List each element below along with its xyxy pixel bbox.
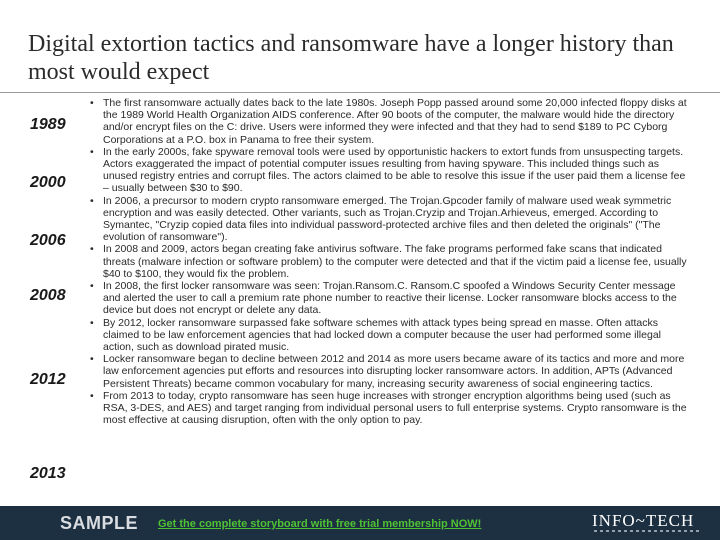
year-label-2012: 2012	[30, 371, 66, 388]
bullet-2013-crypto-ransomware: • From 2013 to today, crypto ransomware has seen huge increases with stronger encryption algorithms being used (such as RSA, 3-DES, and AES) and target ranging from individual personal users to full enterprise systems. Crypto ransomware is the most effective at causing disruption, often with the only option to pay.	[88, 390, 693, 427]
free-trial-link[interactable]: Get the complete storyboard with free trial membership NOW!	[158, 518, 482, 530]
info-tech-logo	[592, 511, 707, 537]
title-divider	[0, 92, 720, 93]
footer-bar	[0, 506, 720, 540]
logo-subtitle-line	[594, 530, 702, 532]
year-label-1989: 1989	[30, 116, 66, 133]
year-label-2008: 2008	[30, 287, 66, 304]
history-bullet-list	[88, 97, 693, 426]
bullet-2000-fake-spyware: • In the early 2000s, fake spyware removal tools were used by opportunistic hackers to extort funds from unsuspecting targets. Actors exaggerated the impact of potential computer issues resulting from having spyware. This included things such as unused registry entries and corrupt files. The actors claimed to be able to resolve this issue if the user paid them a license fee – usually between $30 to $90.	[88, 146, 693, 195]
year-label-2013: 2013	[30, 465, 66, 482]
sample-label: SAMPLE	[60, 513, 139, 533]
year-label-2000: 2000	[30, 174, 66, 191]
bullet-2006-gpcoder: • In 2006, a precursor to modern crypto ransomware emerged. The Trojan.Gpcoder family of malware used weak symmetric encryption and was easily detected. Other variants, such as Trojan.Cryzip and Trojan.Arhieveus, emerged. According to Symantec, "Cryzip copied data files into individual password-protected archive files and then deleted the originals" ("The evolution of ransomware").	[88, 195, 693, 244]
year-label-2006: 2006	[30, 232, 66, 249]
bullet-1989-origin: • The first ransomware actually dates back to the late 1980s. Joseph Popp passed around some 20,000 infected floppy disks at the 1989 World Health Organization AIDS conference. After 90 boots of the computer, the malware would hide the directory and/or encrypt files on the C: drive. Users were informed they were infected and that they had to send $189 to PC Cyborg Corporations at a P.O. box in Panama to free their system.	[88, 97, 693, 146]
bullet-2012-locker-surpassed: • By 2012, locker ransomware surpassed fake software schemes with attack types being spread en masse. Often attacks claimed to be law enforcement agencies that had locked down a computer because the user had performed some illegal action, such as download pirated music.	[88, 317, 693, 354]
bullet-2008-locker-ransomware: • In 2008, the first locker ransomware was seen: Trojan.Ransom.C. Ransom.C spoofed a Windows Security Center message and alerted the user to call a premium rate phone number to reactive their license. Locker ransomware blocks access to the device but does not encrypt or delete any data.	[88, 280, 693, 317]
bullet-2012-locker-decline: • Locker ransomware began to decline between 2012 and 2014 as more users became aware of its tactics and more and more law enforcement agencies put efforts and resources into disrupting locker ransomware actors. In addition, APTs (Advanced Persistent Threats) became common vocabulary for many, increasing security awareness of social engineering tactics.	[88, 353, 693, 390]
slide-title: Digital extortion tactics and ransomware have a longer history than most would expect	[28, 31, 674, 85]
logo-wordmark: INFO~TECH	[592, 511, 695, 530]
bullet-2008-fake-antivirus: • In 2008 and 2009, actors began creating fake antivirus software. The fake programs performed fake scans that indicated threats (malware infection or software problem) to the computer were detected and that if the victim paid a license fee, usually $40 to $100, they would fix the problem.	[88, 243, 693, 280]
